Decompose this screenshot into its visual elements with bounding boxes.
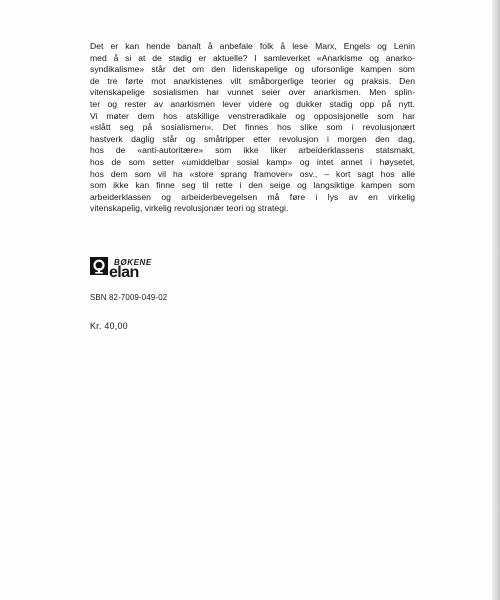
back-cover-blurb — [90, 41, 415, 215]
blurb-line: hastverk daglig står og småtripper etter revolusjon i morgen den dag, — [90, 133, 415, 144]
cover-edge — [492, 0, 500, 600]
oktober-logo-mark-icon — [90, 257, 108, 275]
blurb-line: syndikalisme» står det om den lidenskapelige og uforsonlige kampen som — [90, 64, 415, 75]
price-label: Kr. 40,00 — [90, 321, 128, 331]
blurb-line: arbeiderklassen og arbeiderbevegelsen må føre i lys av en virkelig — [90, 191, 415, 202]
blurb-line: Det er kan hende banalt å anbefale folk å lese Marx, Engels og Lenin — [90, 41, 415, 51]
blurb-line: med å si at de stadig er aktuelle? I samleverket «Anarkisme og anarko- — [90, 52, 415, 63]
blurb-line: de tre førte mot anarkistenes vilt småborgerlige teorier og praksis. Den — [90, 75, 415, 86]
blurb-line: ter og rester av anarkismen lever videre og dukker stadig opp på nytt. — [90, 98, 415, 109]
logo-top-word: BØKENE — [114, 258, 152, 267]
blurb-line: som ikke kan finne seg til rette i den seige og langsiktige kampen som — [90, 180, 415, 191]
blurb-line: hos de «anti-autoritære» som ikke liker arbeiderklassens statsmakt, — [90, 145, 415, 156]
logo-main-word: elan — [109, 264, 139, 281]
isbn-number: SBN 82-7009-049-02 — [90, 293, 168, 302]
blurb-line: hos de som setter «umiddelbar sosial kamp» og intet annet i høysetet, — [90, 156, 415, 167]
publisher-logo — [90, 257, 180, 285]
blurb-line: Vi møter dem hos atskillige venstreradikale og opposisjonelle som har — [90, 110, 415, 121]
blurb-line: «slått seg på sosialismen». Det finnes hos slike som i revolusjonært — [90, 122, 415, 133]
blurb-line: vitenskapelig, virkelig revolusjonær teori og strategi. — [90, 203, 289, 214]
blurb-line: vitenskapelige sosialismen har vunnet seier over anarkismen. Men splin- — [90, 87, 415, 98]
blurb-line: hos dem som vil ha «store sprang framover» osv., – kort sagt hos alle — [90, 168, 415, 179]
